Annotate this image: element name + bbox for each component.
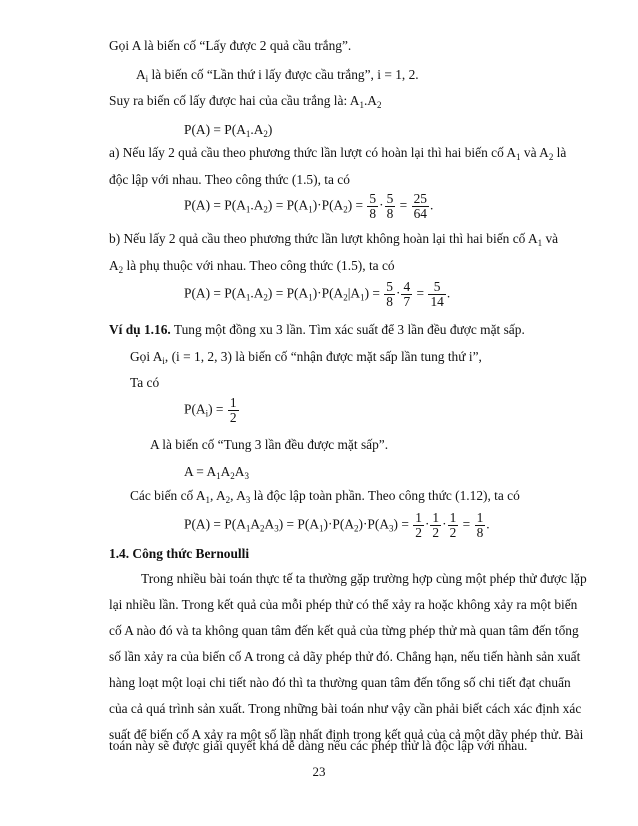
paragraph-line: cố A nào đó và ta không quan tâm đến kết quả của từng phép thử mà quan tâm đến tổng [109, 623, 579, 638]
fraction: $\frac{4}{7}$ [403, 279, 411, 309]
text-line: Gọi $A_i$, (i = 1, 2, 3) là biến cố “nhận được mặt sấp lần tung thứ i”, [130, 349, 482, 366]
paragraph-line: suất để biến cố A xảy ra một số lần nhất định trong kết quả của cả một dãy phép thử. Bài [109, 727, 584, 742]
text-line: Gọi A là biến cố “Lấy được 2 quả cầu trắng”. [109, 38, 352, 53]
paragraph-line: số lần xảy ra của biến cố A trong cả dãy phép thử đó. Chẳng hạn, nếu tiến hành sản xuất [109, 649, 581, 664]
fraction: $\frac{1}{2}$ [415, 510, 422, 540]
section-heading: 1.4. Công thức Bernoulli [109, 546, 250, 561]
equation: $P(A) = P(A_1A_2A_3) = P(A_1)\cdot P(A_2)\cdot P(A_3)$ = $\frac{1}{2}$ · $\frac{1}{2}$ · $\frac{1}{2}$ = $\frac{1}{8}$ . [184, 510, 490, 540]
text-line: Suy ra biến cố lấy được hai của cầu trắng là: $A_1.A_2$ [109, 93, 382, 110]
equation: $P(A_i)$ = $\frac{1}{2}$ [184, 395, 237, 425]
fraction: $\frac{5}{8}$ [386, 279, 393, 309]
text-line: độc lập với nhau. Theo công thức (1.5), ta có [109, 172, 350, 187]
equation: $P(A) = P(A_1.A_2)$ [184, 122, 273, 139]
fraction: $\frac{1}{8}$ [476, 510, 484, 540]
paragraph-line: của cả quá trình sản xuất. Trong những bài toán như vậy cần phải biết cách xác định xác [109, 701, 582, 716]
text-line: A là biến cố “Tung 3 lần đều được mặt sấp”. [150, 437, 389, 452]
page-number: 23 [312, 764, 326, 779]
paragraph-line: Trong nhiều bài toán thực tế ta thường gặp trường hợp cùng một phép thử được lặp [141, 571, 587, 586]
paragraph-line: hàng loạt một loại chi tiết nào đó thì ta thường quan tâm đến tổng số chi tiết đạt chuẩn [109, 675, 571, 690]
text-line: $A_i$ là biến cố “Lần thứ i lấy được cầu trắng”, i = 1, 2. [136, 67, 419, 84]
text-line: a) Nếu lấy 2 quả cầu theo phương thức lần lượt có hoàn lại thì hai biến cố $A_1$ và $A_2$ là [109, 145, 567, 162]
paragraph-line: toán này sẽ được giải quyết khá dễ dàng nếu các phép thử là độc lập với nhau. [109, 738, 528, 753]
fraction: $\frac{1}{2}$ [229, 395, 237, 425]
equation: $P(A) = P(A_1.A_2) = P(A_1)\cdot P(A_2)$ = $\frac{5}{8}$ · $\frac{5}{8}$ = $\frac{25}{64}$ . [184, 191, 434, 221]
equation: $P(A) = P(A_1.A_2) = P(A_1)\cdot P(A_2|A_1)$ = $\frac{5}{8}$ · $\frac{4}{7}$ = $\frac{5}{14}$ . [184, 279, 451, 309]
fraction: $\frac{1}{2}$ [432, 510, 440, 540]
paragraph-line: lại nhiều lần. Trong kết quả của mỗi phép thử có thể xảy ra hoặc không xảy ra một biến [109, 597, 578, 612]
example-heading: Ví dụ 1.16. Tung một đồng xu 3 lần. Tìm xác suất để 3 lần đều được mặt sấp. [109, 322, 525, 337]
fraction: $\frac{5}{14}$ [430, 279, 444, 309]
equation: $A = A_1A_2A_3$ [184, 464, 249, 481]
fraction: $\frac{5}{8}$ [369, 191, 377, 221]
fraction: $\frac{25}{64}$ [413, 191, 427, 221]
text-line: b) Nếu lấy 2 quả cầu theo phương thức lần lượt không hoàn lại thì hai biến cố $A_1$ và [109, 231, 559, 248]
text-line: Các biến cố $A_1$, $A_2$, $A_3$ là độc lập toàn phần. Theo công thức (1.12), ta có [130, 488, 520, 505]
text-line: Ta có [130, 375, 160, 390]
fraction: $\frac{1}{2}$ [449, 510, 457, 540]
fraction: $\frac{5}{8}$ [386, 191, 394, 221]
text-line: $A_2$ là phụ thuộc với nhau. Theo công thức (1.5), ta có [109, 258, 395, 275]
